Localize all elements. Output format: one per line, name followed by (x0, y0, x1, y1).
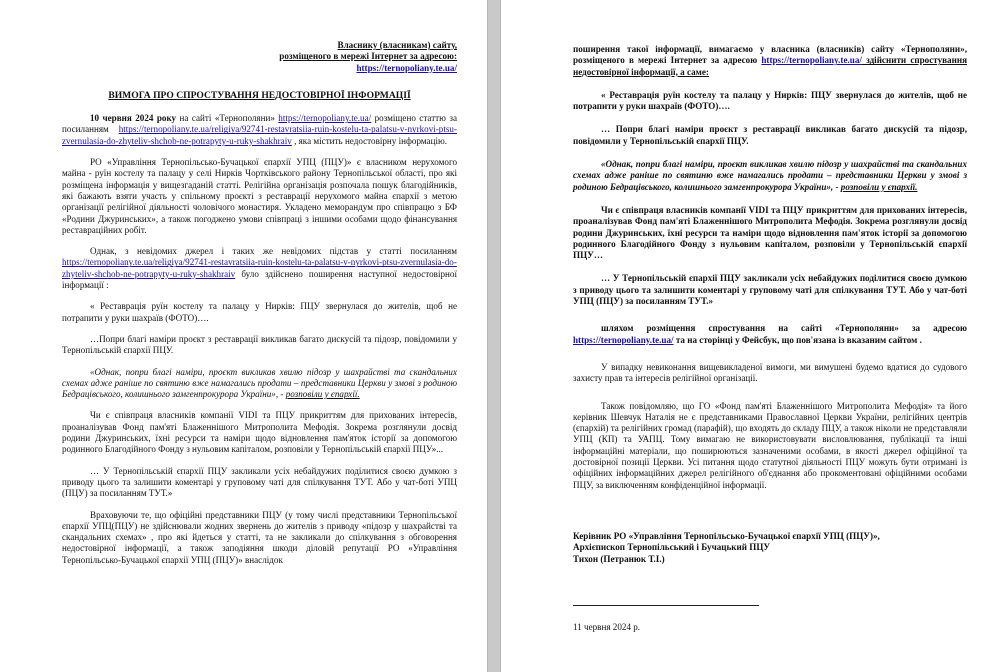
intro-paragraph: 10 червня 2024 року на сайті «Тернополяни» https://ternopoliany.te.ua/ розміщено статтю за посиланням https://ternopoliany.te.ua/religiya/92741-restavratsiia-ruin-kostelu-ta-palatsu-v-nyrkovi-ptsu-zvernulasia-do-zhyteliv-shchob-ne-potrapyty-u-ruky-shakhraiv , яка містить недостовірну інформацію. (62, 113, 458, 146)
signature-line-3: Тихон (Петранюк Т.І.) (573, 553, 665, 564)
document-page-right (501, 0, 989, 672)
considering-paragraph: Враховуючи те, що офіційні представники ПЦУ (у тому числі представники Тернопільської єпархії УПЦ(ПЦУ) не здійснювали жодних звернень до жителів з приводу «підозр у шахрайстві та скандальних схемах» , про які йдеться у статті, та не закликали до спілкування з обговорення недостовірної інформації, а також заподіяння шкоди діловій репутації РО «Управління Тернопільсько-Бучацької єпархії УПЦ (ПЦУ)» внаслідок (62, 509, 457, 565)
quote-3: «Однак, попри благі наміри, проєкт викликав хвилю підозр у шахрайстві та скандальних схемах адже раніше по святиню вже намагались продати – представники Церкви у змові з родиною Бедрацівського, колишнього замгенпрокурора України», - розповіли у єпархії. (62, 366, 457, 400)
ro-ownership-paragraph: РО «Управління Тернопільсько-Бучацької єпархії УПЦ (ПЦУ)» є власником нерухомого майна - руїн костелу та палацу у селі Нирків Чортківського району Тернопільської області, про які розміщена інформація у вищезгаданій статті. Релігійна організація розпочала пошук благодійників, які бажають взяти участь у спільному проєкті з реставрації нерухомого майна єпархії з метою організації релігійної діяльності чоловічого монастиря. Укладено меморандум про співпрацю з БФ «Родини Джуринських», а також погоджено умови співпраці з іншими особами щодо фінансування реставраційних робіт. (62, 157, 457, 235)
source-paragraph: Однак, з невідомих джерел і таких же невідомих підстав у статті посиланням https://ternopoliany.te.ua/religiya/92741-restavratsiia-ruin-kostelu-ta-palatsu-v-nyrkovi-ptsu-zvernulasia-do-zhyteliv-shchob-ne-potrapyty-u-ruky-shakhraiv було здійснено поширення наступної недостовірної інформації : (62, 246, 457, 291)
page-separator (487, 0, 501, 672)
document-date: 11 червня 2024 р. (573, 621, 641, 632)
addressee-line-1: Власнику (власникам) сайту, (337, 40, 457, 50)
document-page-left (0, 0, 487, 672)
warning-paragraph: У випадку невиконання вищевикладеної вимоги, ми вимушені будемо вдатися до судового захисту прав та інтересів релігійної організації. (573, 361, 967, 384)
demand-paragraph: поширення такої інформації, вимагаємо у власника (власників) сайту «Тернополяни», розміщеного в мережі Інтернет за адресою https://ternopoliany.te.ua/ здійснити спростування недостовірної інформації, а саме: (573, 44, 967, 77)
refute-quote-1: « Реставрація руїн костелу та палацу у Нирків: ПЦУ звернулася до жителів, щоб не потрапити у руки шахраїв (ФОТО)…. (573, 89, 967, 112)
quote-4: Чи є співпраця власників компанії VIDI та ПЦУ прикриттям для прихованих інтересів, проаналізував Фонд пам'яті Блаженнішого Митрополита Мефодія. Зокрема розглянули досвід родини Джуринських, їхні ресурси та наміри щодо відновлення пам'яток історії за допомогою родинного Благодійного Фонду з нульовим капіталом, розповіли у Тернопільській єпархії ПЦУ»... (62, 410, 457, 455)
demand-url-link[interactable]: https://ternopoliany.te.ua/ (761, 55, 862, 66)
signature-line-2: Архієпископ Тернопільський і Бучацький ПЦУ (573, 542, 771, 553)
refute-quote-3: «Однак, попри благі наміри, проєкт викликав хвилю підозр у шахрайстві та скандальних схемах адже раніше по святиню вже намагались продати – представники Церкви у змові з родиною Бедрацівського, колишнього замгенпрокурора України», - розповіли у єпархії. (573, 159, 967, 192)
document-title: ВИМОГА ПРО СПРОСТУВАННЯ НЕДОСТОВІРНОЇ ІНФОРМАЦІЇ (108, 89, 411, 101)
addressee-line-2: розміщеного в мережі Інтернет за адресою: (279, 51, 457, 62)
addressee-url-link[interactable]: https://ternopoliany.te.ua/ (356, 62, 457, 73)
refute-quote-2: … Попри благі наміри проєкт з реставрації викликав багато дискусій та підозр, повідомили у Тернопільській єпархії ПЦУ. (573, 124, 967, 146)
refute-quote-4: Чи є співпраця власників компанії VIDI та ПЦУ прикриттям для прихованих інтересів, проаналізував Фонд пам'яті Блаженнішого Митрополита Мефодія. Зокрема розглянули досвід родини Джуринських, їхні ресурси та наміри щодо відновлення пам'яток історії за допомогою родинного Благодійного Фонду з нульовим капіталом, розповіли у Тернопільській єпархії ПЦУ… (573, 204, 967, 261)
addressee-url-line (62, 63, 457, 74)
quote-1: « Реставрація руїн костелу та палацу у Нирків: ПЦУ звернулася до жителів, щоб не потрапити у руки шахраїв (ФОТО)…. (62, 301, 457, 323)
info-paragraph: Також повідомляю, що ГО «Фонд пам'яті Блаженнішого Митрополита Мефодія» та його керівник Шевчук Наталія не є представниками Православної Церкви України, релігійних центрів (єпархій) та релігійних громад (парафій), що входять до складу ПЦУ, а також ніколи не представляли УПЦ (КП) та УАПЦ. Тому вимагаю не використовувати висловлювання, публікації та інші інформаційні матеріали, що поширюються зазначеними особами, в якості джерел офіційної та достовірної позиції Церкви. Усі питання щодо статутної діяльності ПЦУ можуть бути отримані із офіційних інформаційних джерел релігійного об'єднання або прокоментовані офіційними особами ПЦУ, за виключенням конфіденційної інформації. (573, 400, 967, 490)
signature-line-1: Керівник РО «Управління Тернопільсько-Бучацької єпархії УПЦ (ПЦУ)», (573, 530, 880, 541)
method-paragraph: шляхом розміщення спростування на сайті «Тернополяни» за адресою https://ternopoliany.te.ua/ та на сторінці у Фейсбук, що пов'язана із вказаним сайтом . (573, 323, 967, 345)
site-url-link[interactable]: https://ternopoliany.te.ua/ (278, 113, 372, 124)
signature-underline (573, 605, 759, 606)
refute-quote-5: … У Тернопільській єпархії ПЦУ закликали усіх небайдужих поділитися своєю думкою з приводу цього та залишити коментарі у груповому чаті для спілкування ТУТ. Або у чат-боті УПЦ (ПЦУ) за посиланням ТУТ.» (573, 273, 967, 307)
article-url-link[interactable]: https://ternopoliany.te.ua/religiya/92741-restavratsiia-ruin-kostelu-ta-palatsu-v-nyrkovi-ptsu-zvernulasia-do-zhyteliv-shchob-ne-potrapyty-u-ruky-shakhraiv (62, 124, 457, 146)
quote-2: …Попри благі наміри проєкт з реставрації викликав багато дискусій та підозр, повідомили у Тернопільській єпархії ПЦУ. (62, 333, 457, 356)
method-url-link[interactable]: https://ternopoliany.te.ua/ (573, 334, 674, 345)
quote-5: … У Тернопільській єпархії ПЦУ закликали усіх небайдужих поділитися своєю думкою з приводу цього та залишити коментарі у груповому чаті для спілкування ТУТ. Або у чат-боті УПЦ (ПЦУ) за посиланням ТУТ.» (62, 465, 457, 499)
source-article-link[interactable]: https://ternopoliany.te.ua/religiya/92741-restavratsiia-ruin-kostelu-ta-palatsu-v-nyrkovi-ptsu-zvernulasia-do-zhyteliv-shchob-ne-potrapyty-u-ruky-shakhraiv (62, 257, 457, 279)
